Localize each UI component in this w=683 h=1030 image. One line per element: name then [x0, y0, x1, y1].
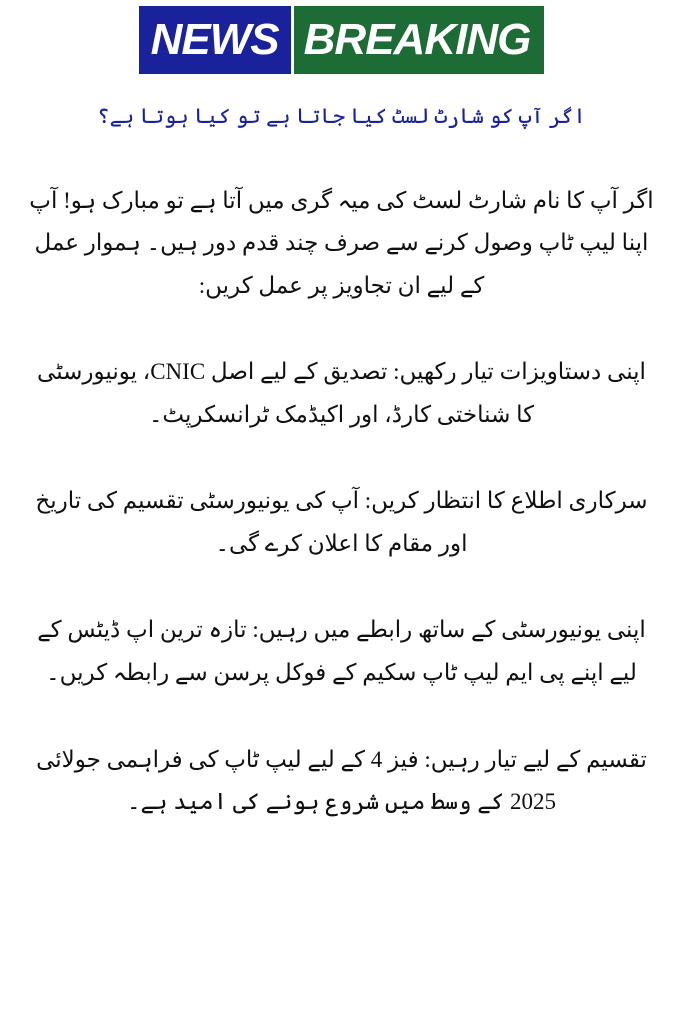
article-paragraph: اپنی یونیورسٹی کے ساتھ رابطے میں رہیں: تازہ ترین اپ ڈیٹس کے لیے اپنے پی ایم لیپ ٹاپ سکیم کے فوکل پرسن سے رابطہ کریں۔ [37, 617, 646, 685]
article-paragraph: اگر آپ کا نام شارٹ لسٹ کی میہ گری میں آتا ہے تو مبارک ہو! آپ اپنا لیپ ٹاپ وصول کرنے سے صرف چند قدم دور ہیں۔ ہموار عمل کے لیے ان تجاویز پر عمل کریں: [29, 187, 654, 298]
article-paragraph: سرکاری اطلاع کا انتظار کریں: آپ کی یونیورسٹی تقسیم کی تاریخ اور مقام کا اعلان کرے گی۔ [35, 488, 648, 556]
banner-news-text: NEWS [150, 15, 279, 64]
banner-breaking-text: BREAKING [303, 15, 531, 64]
banner-breaking-block [294, 6, 545, 74]
page-title: اگر آپ کو شارٹ لسٹ کیا جاتا ہے تو کیا ہوتا ہے؟ [97, 104, 586, 128]
breaking-news-banner [64, 6, 619, 74]
article-body [26, 180, 657, 824]
banner-news-block [139, 6, 291, 74]
article-paragraph: اپنی دستاویزات تیار رکھیں: تصدیق کے لیے اصل CNIC، یونیورسٹی کا شناختی کارڈ، اور اکیڈمک ٹرانسکرپٹ۔ [37, 359, 646, 427]
article-paragraph: تقسیم کے لیے تیار رہیں: فیز 4 کے لیے لیپ ٹاپ کی فراہمی جولائی 2025 کے وسط میں شروع ہونے کی امید ہے۔ [36, 746, 647, 815]
article-page [0, 6, 683, 1030]
